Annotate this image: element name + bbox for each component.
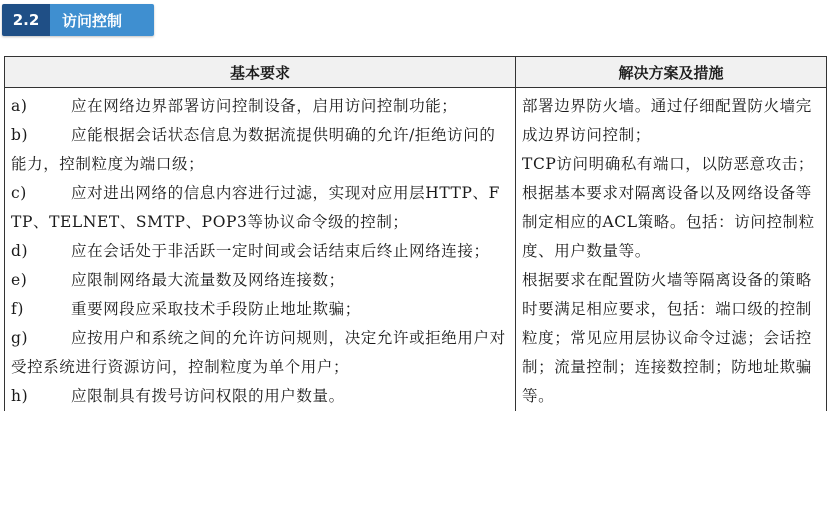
header-basic-requirements: 基本要求	[5, 57, 516, 88]
solution-item: TCP访问明确私有端口，以防恶意攻击；	[522, 155, 815, 173]
requirement-label: d)	[11, 242, 29, 260]
requirement-label: e)	[11, 271, 28, 289]
requirement-text: 重要网段应采取技术手段防止地址欺骗；	[71, 300, 361, 318]
requirement-label: a)	[11, 97, 28, 115]
requirements-cell	[5, 88, 516, 412]
table-header-row	[5, 57, 827, 88]
solution-item: 根据基本要求对隔离设备以及网络设备等制定相应的ACL策略。包括：访问控制粒度、用户数量等。	[522, 184, 815, 260]
section-title: 访问控制	[50, 4, 154, 36]
requirement-label: f)	[11, 300, 24, 318]
requirement-label: c)	[11, 184, 27, 202]
section-number: 2.2	[2, 4, 50, 36]
requirement-text: 应在网络边界部署访问控制设备，启用访问控制功能；	[71, 97, 458, 115]
requirement-text: 应按用户和系统之间的允许访问规则，决定允许或拒绝用户对受控系统进行资源访问，控制粒度为单个用户；	[11, 329, 506, 376]
requirement-label: b)	[11, 126, 29, 144]
requirements-table	[4, 56, 827, 411]
requirement-item-a	[11, 92, 509, 121]
requirement-item-f	[11, 295, 509, 324]
requirement-item-e	[11, 266, 509, 295]
solutions-cell	[516, 88, 827, 412]
requirement-item-d	[11, 237, 509, 266]
requirement-item-g	[11, 324, 509, 382]
requirement-text: 应限制具有拨号访问权限的用户数量。	[71, 387, 345, 405]
solution-item: 部署边界防火墙。通过仔细配置防火墙完成边界访问控制；	[522, 97, 812, 144]
requirement-item-h	[11, 382, 509, 411]
requirement-item-c	[11, 179, 509, 237]
requirement-text: 应在会话处于非活跃一定时间或会话结束后终止网络连接；	[71, 242, 490, 260]
requirement-label: h)	[11, 387, 29, 405]
table-row	[5, 88, 827, 412]
requirement-label: g)	[11, 329, 29, 347]
requirement-text: 应能根据会话状态信息为数据流提供明确的允许/拒绝访问的能力，控制粒度为端口级；	[11, 126, 496, 173]
solution-item: 根据要求在配置防火墙等隔离设备的策略时要满足相应要求，包括：端口级的控制粒度；常见应用层协议命令过滤；会话控制；流量控制；连接数控制；防地址欺骗等。	[522, 271, 812, 405]
header-solutions: 解决方案及措施	[516, 57, 827, 88]
requirement-item-b	[11, 121, 509, 179]
section-heading	[2, 4, 154, 36]
requirement-text: 应限制网络最大流量数及网络连接数；	[71, 271, 345, 289]
requirement-text: 应对进出网络的信息内容进行过滤，实现对应用层HTTP、FTP、TELNET、SMTP、POP3等协议命令级的控制；	[11, 184, 500, 231]
